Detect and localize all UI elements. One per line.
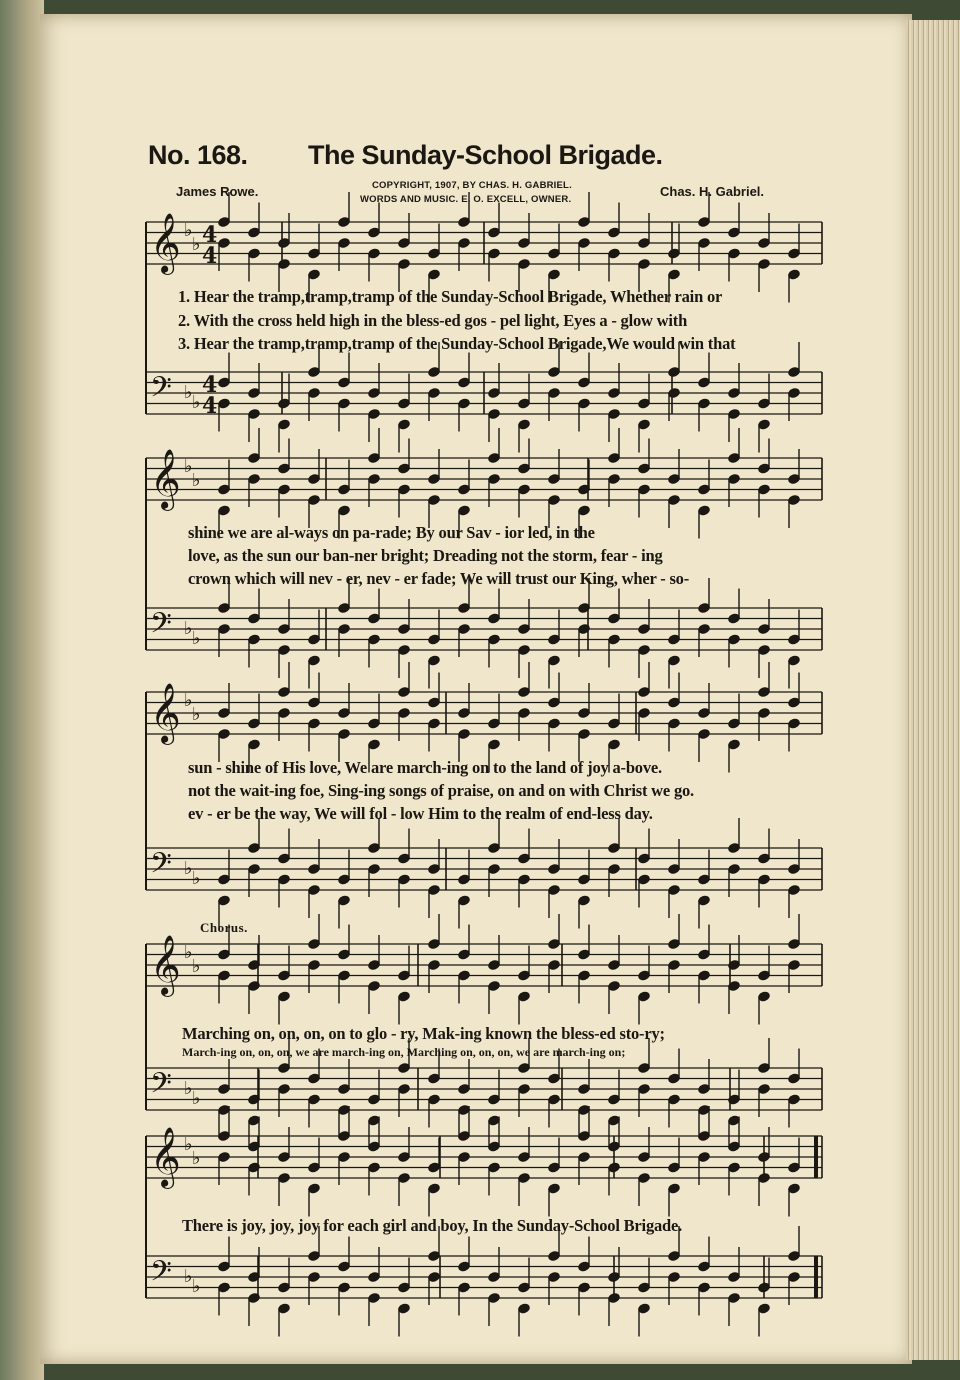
flat-icon: ♭ <box>184 456 193 477</box>
treble-clef-icon: 𝄞 <box>150 935 181 995</box>
lyric-s3-verse1: sun - shine of His love, We are march-ing on to the land of joy a-bove. <box>188 758 662 777</box>
author-credit: James Rowe. <box>176 184 259 199</box>
lyric-s3-verse3: ev - er be the way, We will fol - low Him to the realm of end-less day. <box>188 804 653 823</box>
bass-clef-icon: 𝄢 <box>150 847 172 887</box>
flat-icon: ♭ <box>192 628 201 649</box>
time-signature: 4 <box>202 372 218 398</box>
treble-clef-icon: 𝄞 <box>150 449 181 509</box>
lyric-s1-verse2: 2. With the cross held high in the bless-ed gos - pel light, Eyes a - glow with <box>178 311 688 330</box>
time-signature: 4 <box>202 222 218 248</box>
time-signature: 4 <box>202 243 218 269</box>
flat-icon: ♭ <box>192 1276 201 1297</box>
composer-credit: Chas. H. Gabriel. <box>660 184 765 199</box>
copyright-line-1: COPYRIGHT, 1907, BY CHAS. H. GABRIEL. <box>372 180 572 191</box>
treble-clef-icon: 𝄞 <box>150 1127 181 1187</box>
flat-icon: ♭ <box>192 704 201 725</box>
bass-clef-icon: 𝄢 <box>150 371 172 411</box>
hymn-title: The Sunday-School Brigade. <box>308 140 663 170</box>
flat-icon: ♭ <box>184 690 193 711</box>
flat-icon: ♭ <box>184 1134 193 1155</box>
flat-icon: ♭ <box>184 1078 193 1099</box>
treble-clef-icon: 𝄞 <box>150 683 181 743</box>
flat-icon: ♭ <box>192 234 201 255</box>
lyric-s2-verse3: crown which will nev - er, nev - er fade; We will trust our King, wher - so- <box>188 569 690 588</box>
flat-icon: ♭ <box>184 220 193 241</box>
treble-clef-icon: 𝄞 <box>150 213 181 273</box>
lyric-s1-verse1: 1. Hear the tramp,tramp,tramp of the Sunday-School Brigade, Whether rain or <box>178 287 723 306</box>
flat-icon: ♭ <box>192 1148 201 1169</box>
flat-icon: ♭ <box>184 1266 193 1287</box>
flat-icon: ♭ <box>192 392 201 413</box>
chorus-lyric-line2: There is joy, joy, joy for each girl and boy, In the Sunday-School Brigade. <box>182 1216 683 1235</box>
hymn-number: No. 168. <box>148 140 248 170</box>
flat-icon: ♭ <box>192 868 201 889</box>
bass-clef-icon: 𝄢 <box>150 1067 172 1107</box>
flat-icon: ♭ <box>184 382 193 403</box>
flat-icon: ♭ <box>184 942 193 963</box>
lyric-s2-verse2: love, as the sun our ban-ner bright; Dreading not the storm, fear - ing <box>188 546 663 565</box>
bass-clef-icon: 𝄢 <box>150 1255 172 1295</box>
lyric-s3-verse2: not the wait-ing foe, Sing-ing songs of praise, on and on with Christ we go. <box>188 781 694 800</box>
lyric-s2-verse1: shine we are al-ways on pa-rade; By our Sav - ior led, in the <box>188 523 595 542</box>
lyric-s1-verse3: 3. Hear the tramp,tramp,tramp of the Sunday-School Brigade,We would win that <box>178 334 736 353</box>
bass-clef-icon: 𝄢 <box>150 607 172 647</box>
flat-icon: ♭ <box>192 956 201 977</box>
chorus-bass-lyric: March-ing on, on, on, we are march-ing on, Marching on, on, on, we are march-ing on; <box>182 1045 626 1059</box>
flat-icon: ♭ <box>184 858 193 879</box>
flat-icon: ♭ <box>192 470 201 491</box>
time-signature: 4 <box>202 393 218 419</box>
copyright-line-2: WORDS AND MUSIC. E. O. EXCELL, OWNER. <box>360 194 572 205</box>
flat-icon: ♭ <box>184 618 193 639</box>
flat-icon: ♭ <box>192 1088 201 1109</box>
chorus-label: Chorus. <box>200 920 248 935</box>
chorus-lyric-line1: Marching on, on, on, on to glo - ry, Mak-ing known the bless-ed sto-ry; <box>182 1024 665 1043</box>
